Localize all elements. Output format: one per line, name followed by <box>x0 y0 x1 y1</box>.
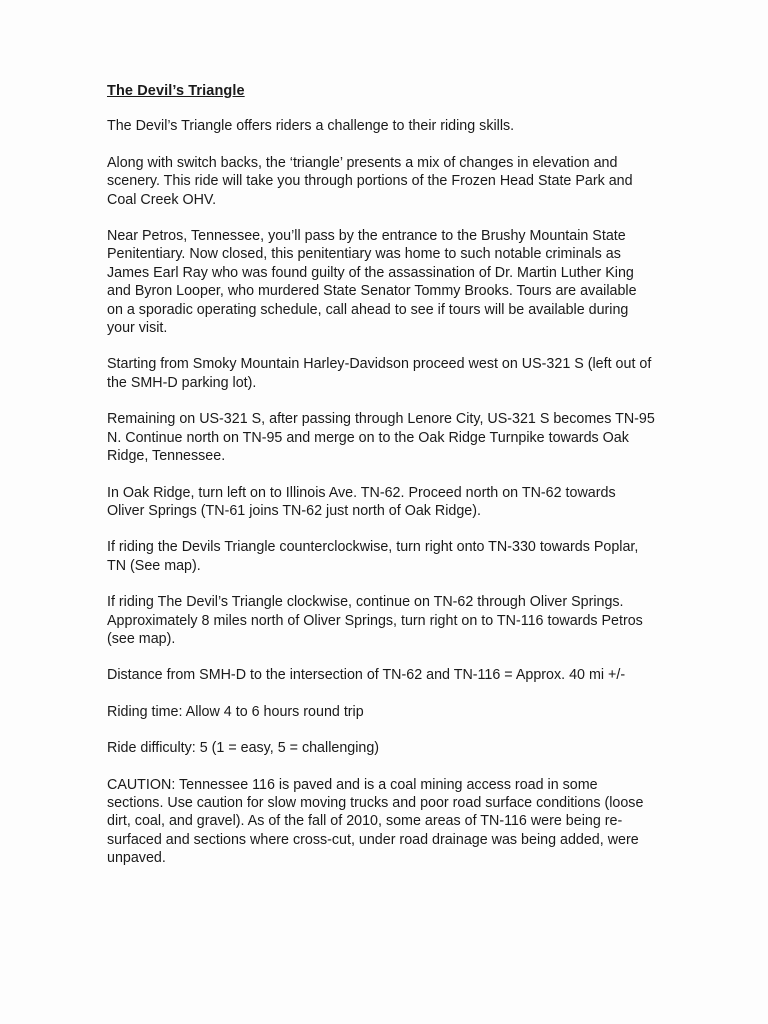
paragraph-route-us321: Remaining on US-321 S, after passing through Lenore City, US-321 S becomes TN-95 N. Continue north on TN-95 and merge on to the Oak Ridge Turnpike towards Oak Ridge, Tennessee. <box>107 411 655 465</box>
document-body <box>107 82 655 886</box>
paragraph-counterclockwise: If riding the Devils Triangle counterclockwise, turn right onto TN-330 towards Poplar, TN (See map). <box>107 539 639 574</box>
paragraph-oak-ridge: In Oak Ridge, turn left on to Illinois Ave. TN-62. Proceed north on TN-62 towards Oliver Springs (TN-61 joins TN-62 just north of Oak Ridge). <box>107 484 616 519</box>
paragraph-clockwise: If riding The Devil’s Triangle clockwise, continue on TN-62 through Oliver Springs. Approximately 8 miles north of Oliver Springs, turn right on to TN-116 towards Petros (see map). <box>107 594 643 647</box>
paragraph-penitentiary: Near Petros, Tennessee, you’ll pass by the entrance to the Brushy Mountain State Penitentiary. Now closed, this penitentiary was home to such notable criminals as James Earl Ray who was found guilty of the assassination of Dr. Martin Luther King and Byron Looper, who murdered State Senator Tommy Brooks. Tours are available on a sporadic operating schedule, call ahead to see if tours will be available during your visit. <box>107 228 637 337</box>
paragraph-scenery: Along with switch backs, the ‘triangle’ presents a mix of changes in elevation and scenery. This ride will take you through portions of the Frozen Head State Park and Coal Creek OHV. <box>107 154 633 208</box>
paragraph-intro: The Devil’s Triangle offers riders a challenge to their riding skills. <box>107 118 515 135</box>
paragraph-difficulty: Ride difficulty: 5 (1 = easy, 5 = challenging) <box>107 740 380 757</box>
paragraph-caution: CAUTION: Tennessee 116 is paved and is a coal mining access road in some sections. Use caution for slow moving trucks and poor road surface conditions (loose dirt, coal, and gravel). As of the fall of 2010, some areas of TN-116 were being re-surfaced and sections where cross-cut, under road drainage was being added, were unpaved. <box>107 776 644 867</box>
paragraph-start: Starting from Smoky Mountain Harley-Davidson proceed west on US-321 S (left out of the SMH-D parking lot). <box>107 356 652 391</box>
document-title: The Devil’s Triangle <box>107 83 245 99</box>
paragraph-riding-time: Riding time: Allow 4 to 6 hours round trip <box>107 703 364 720</box>
paragraph-distance: Distance from SMH-D to the intersection of TN-62 and TN-116 = Approx. 40 mi +/- <box>107 667 626 684</box>
